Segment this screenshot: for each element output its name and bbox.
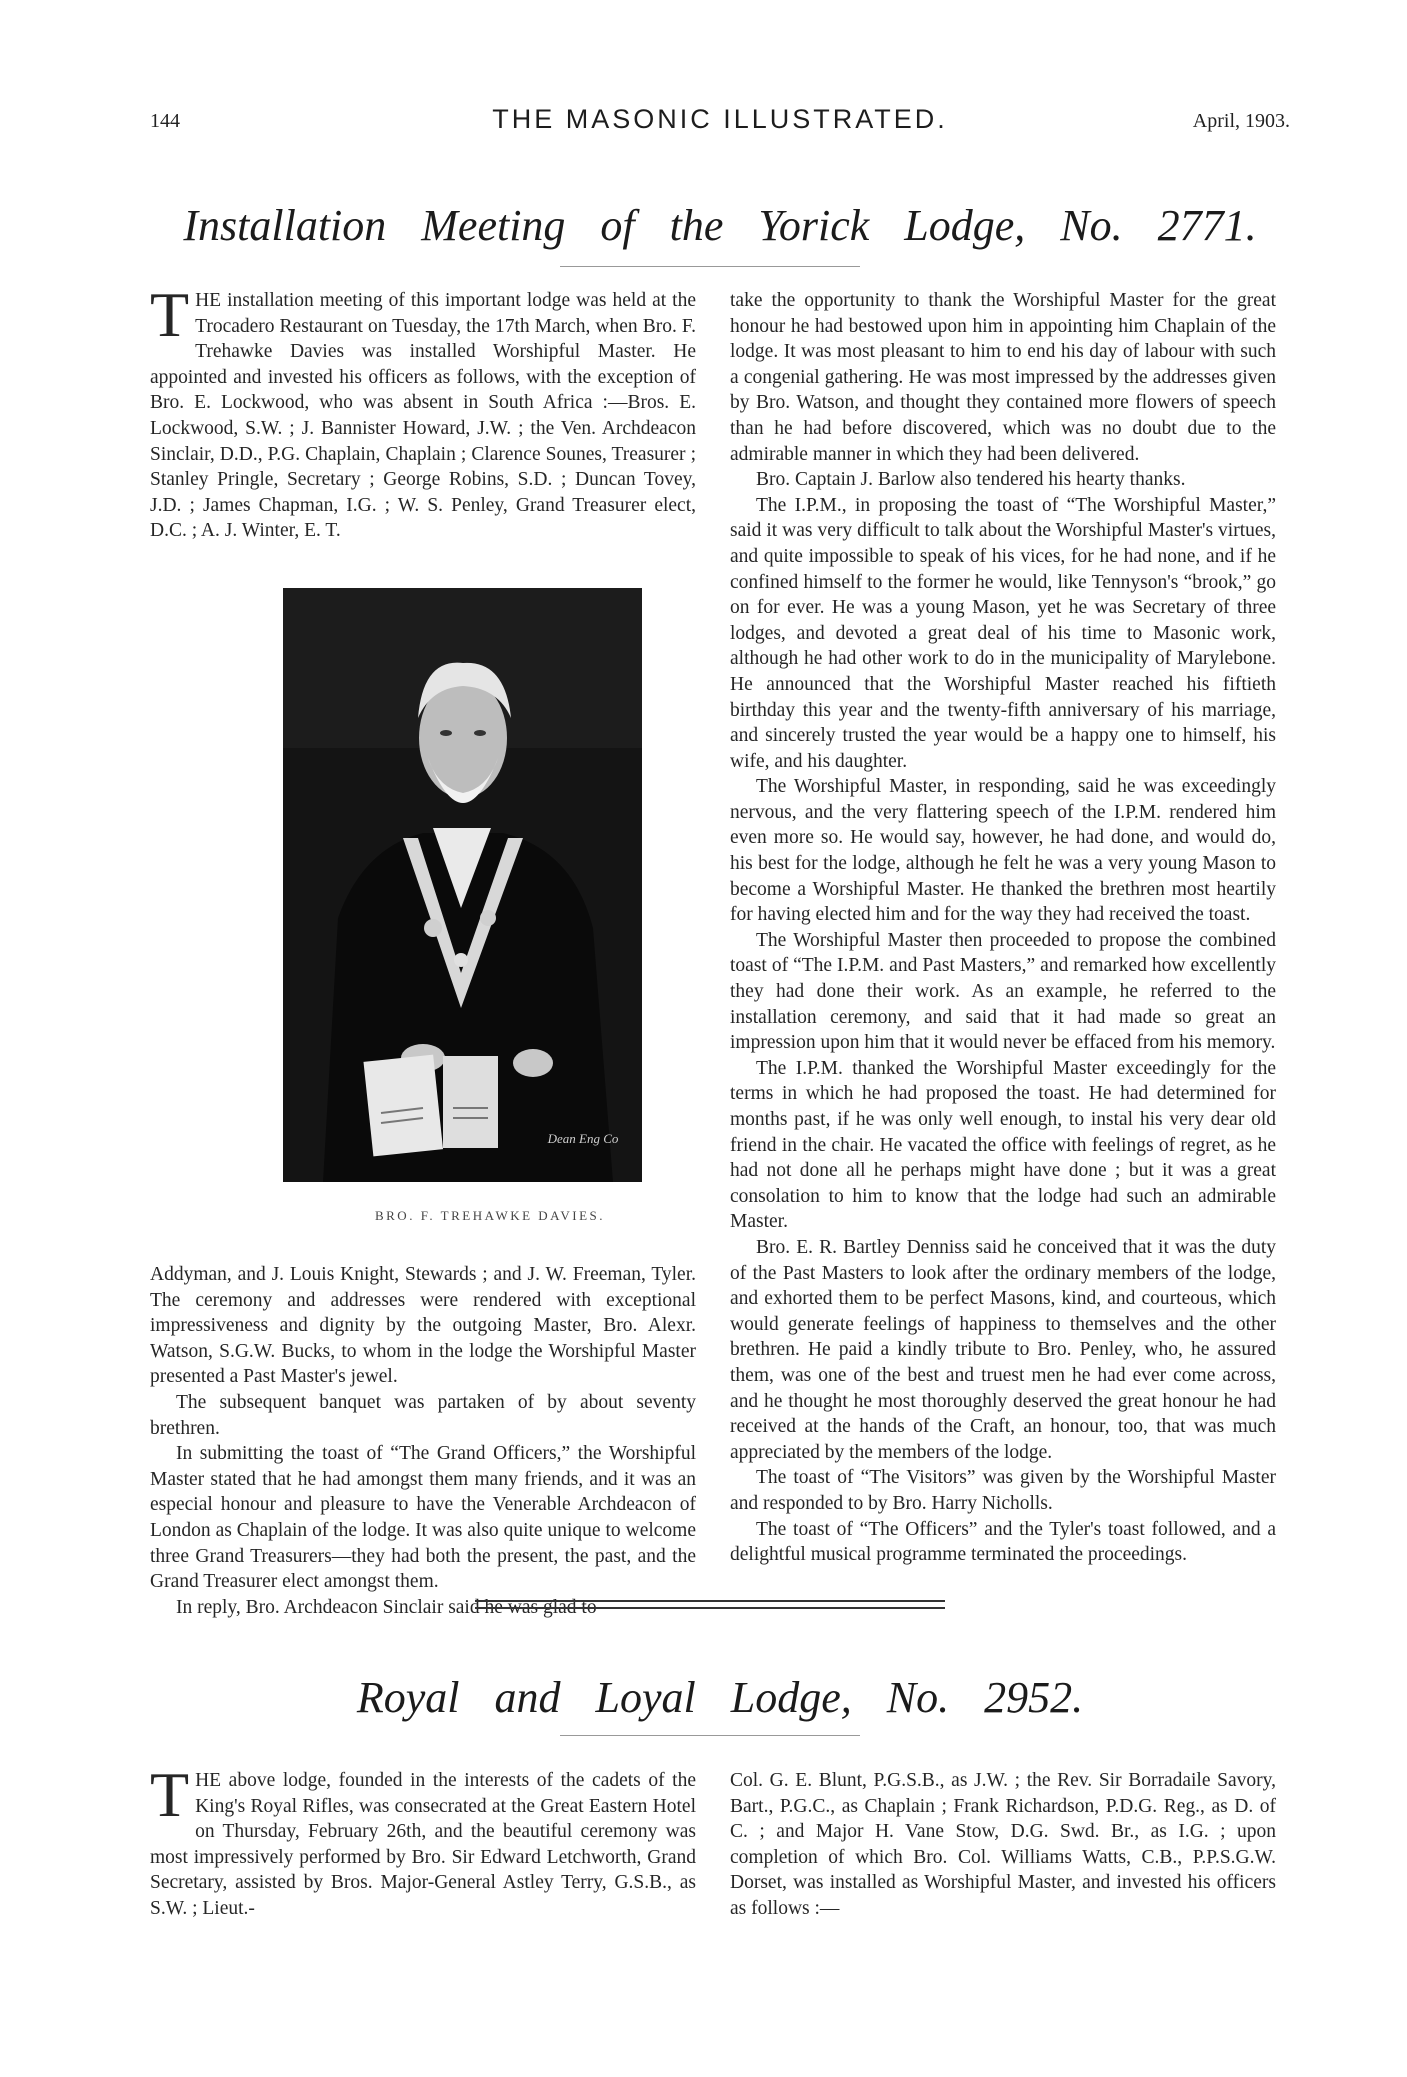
article-title-royal-and-loyal-lodge: Royal and Loyal Lodge, No. 2952. bbox=[356, 1673, 1084, 1722]
paragraph: The subsequent banquet was partaken of by about seventy brethren. bbox=[150, 1391, 696, 1439]
article2-left-column bbox=[150, 1759, 696, 1922]
paragraph: The toast of “The Officers” and the Tyler's toast followed, and a delightful musical programme terminated the proceedings. bbox=[730, 1518, 1276, 1566]
paragraph: The I.P.M. thanked the Worshipful Master exceedingly for the terms in which he had proposed the toast. He had determined for months past, if he was only well enough, to instal his very dear old friend in the chair. He vacated the office with feelings of regret, as he had not done all he perhaps might have done ; but it was a great consolation to him to know that the lodge had such an admirable Master. bbox=[730, 1057, 1276, 1233]
title-underline bbox=[560, 1735, 860, 1736]
article1-right-column bbox=[730, 288, 1276, 1568]
journal-title: THE MASONIC ILLUSTRATED. bbox=[492, 104, 948, 134]
running-head bbox=[150, 104, 1290, 140]
portrait-illustration bbox=[283, 588, 642, 1182]
paragraph: In reply, Bro. Archdeacon Sinclair said he was glad to bbox=[176, 1596, 597, 1618]
dropcap: T bbox=[150, 279, 190, 350]
article1-left-column bbox=[150, 1262, 696, 1620]
paragraph: Bro. Captain J. Barlow also tendered his hearty thanks. bbox=[756, 469, 1186, 491]
article1-intro-paragraph bbox=[150, 279, 696, 544]
article1-intro-column bbox=[150, 279, 696, 544]
portrait-photo bbox=[283, 588, 642, 1182]
paragraph: The Worshipful Master, in responding, said he was exceedingly nervous, and the very flattering speech of the I.P.M. rendered him even more so. He would say, however, he had done, and would do, his best for the lodge, although he felt he was a very young Mason to become a Worshipful Master. He thanked the brethren most heartily for having elected him and for the way they had received the toast. bbox=[730, 776, 1276, 926]
portrait-caption: BRO. F. TREHAWKE DAVIES. bbox=[374, 1208, 606, 1223]
article-divider-top bbox=[475, 1600, 945, 1602]
article2-left-text: HE above lodge, founded in the interests of the cadets of the King's Royal Rifles, was consecrated at the Great Eastern Hotel on Thursday, February 26th, and the beautiful ceremony was most impressively performed by Bro. Sir Edward Letchworth, Grand Secretary, assisted by Bros. Major-General Astley Terry, G.S.B., as S.W. ; Lieut.- bbox=[150, 1770, 696, 1919]
article2-intro-paragraph bbox=[150, 1759, 696, 1922]
paragraph: The Worshipful Master then proceeded to propose the combined toast of “The I.P.M. and Past Masters,” and remarked how excellently they had done their work. As an example, he referred to the installation ceremony, and said that it had made so great an impression upon him that it would never be effaced from his memory. bbox=[730, 929, 1276, 1054]
title-underline bbox=[560, 266, 860, 267]
issue-date: April, 1903. bbox=[1192, 110, 1290, 132]
paragraph: Addyman, and J. Louis Knight, Stewards ; and J. W. Freeman, Tyler. The ceremony and addresses were rendered with exceptional impressiveness and dignity by the outgoing Master, Bro. Alexr. Watson, S.G.W. Bucks, to whom in the lodge the Worshipful Master presented a Past Master's jewel. bbox=[150, 1264, 696, 1388]
article2-right-column bbox=[730, 1768, 1276, 1922]
article-title-yorick-lodge: Installation Meeting of the Yorick Lodge, No. 2771. bbox=[183, 201, 1257, 250]
article-divider-bottom bbox=[475, 1607, 945, 1609]
paragraph: The toast of “The Visitors” was given by the Worshipful Master and responded to by Bro. Harry Nicholls. bbox=[730, 1467, 1276, 1514]
engraver-credit: Dean Eng Co bbox=[547, 1131, 619, 1146]
dropcap: T bbox=[150, 1759, 190, 1830]
page-number: 144 bbox=[150, 110, 180, 132]
paragraph: In submitting the toast of “The Grand Officers,” the Worshipful Master stated that he had amongst them many friends, and it was an especial honour and pleasure to have the Venerable Archdeacon of London as Chaplain of the lodge. It was also quite unique to welcome three Grand Treasurers—they had both the present, the past, and the Grand Treasurer elect amongst them. bbox=[150, 1443, 696, 1593]
paragraph: take the opportunity to thank the Worshipful Master for the great honour he had bestowed upon him in appointing him Chaplain of the lodge. It was most pleasant to him to end his day of labour with such a congenial gathering. He was most impressed by the addresses given by Bro. Watson, and thought they contained more flowers of speech than he had before discovered, which was no doubt due to the admirable manner in which they had been delivered. bbox=[730, 290, 1276, 465]
paragraph: The I.P.M., in proposing the toast of “The Worshipful Master,” said it was very difficult to talk about the Worshipful Master's virtues, and quite impossible to speak of his vices, for he had none, and if he confined himself to the former he would, like Tennyson's “brook,” go on for ever. He was a young Mason, yet he was Secretary of three lodges, and devoted a great deal of his time to Masonic work, although he had other work to do in the municipality of Marylebone. He announced that the Worshipful Master reached his fiftieth birthday this year and the twenty-fifth anniversary of his marriage, and sincerely trusted the year would be a happy one to himself, his wife, and his daughter. bbox=[730, 494, 1276, 772]
article1-intro-text: HE installation meeting of this important lodge was held at the Trocadero Restaurant on Tuesday, the 17th March, when Bro. F. Trehawke Davies was installed Worshipful Master. He appointed and invested his officers as follows, with the exception of Bro. E. Lockwood, who was absent in South Africa :—Bros. E. Lockwood, S.W. ; J. Bannister Howard, J.W. ; the Ven. Archdeacon Sinclair, D.D., P.G. Chaplain, Chaplain ; Clarence Sounes, Treasurer ; Stanley Pringle, Secretary ; George Robins, S.D. ; Duncan Tovey, J.D. ; James Chapman, I.G. ; W. S. Penley, Grand Treasurer elect, D.C. ; A. J. Winter, E. T. bbox=[150, 290, 696, 542]
paragraph: Col. G. E. Blunt, P.G.S.B., as J.W. ; the Rev. Sir Borradaile Savory, Bart., P.G.C., as Chaplain ; Frank Richardson, P.D.G. Reg., as D. of C. ; and Major H. Vane Stow, D.G. Swd. Br., as I.G. ; upon completion of which Bro. Col. Williams Watts, C.B., P.P.S.G.W. Dorset, was installed as Worshipful Master, and invested his officers as follows :— bbox=[730, 1770, 1276, 1919]
paragraph: Bro. E. R. Bartley Denniss said he conceived that it was the duty of the Past Masters to look after the ordinary members of the lodge, and exhorted them to be perfect Masons, kind, and courteous, which would generate feelings of happiness to themselves and the other brethren. He paid a kindly tribute to Bro. Penley, who, he assured them, was one of the best and truest men he had ever come across, and he thought he most thoroughly deserved the great honour he had received at the hands of the Craft, an honour, too, that was much appreciated by the members of the lodge. bbox=[730, 1236, 1276, 1463]
